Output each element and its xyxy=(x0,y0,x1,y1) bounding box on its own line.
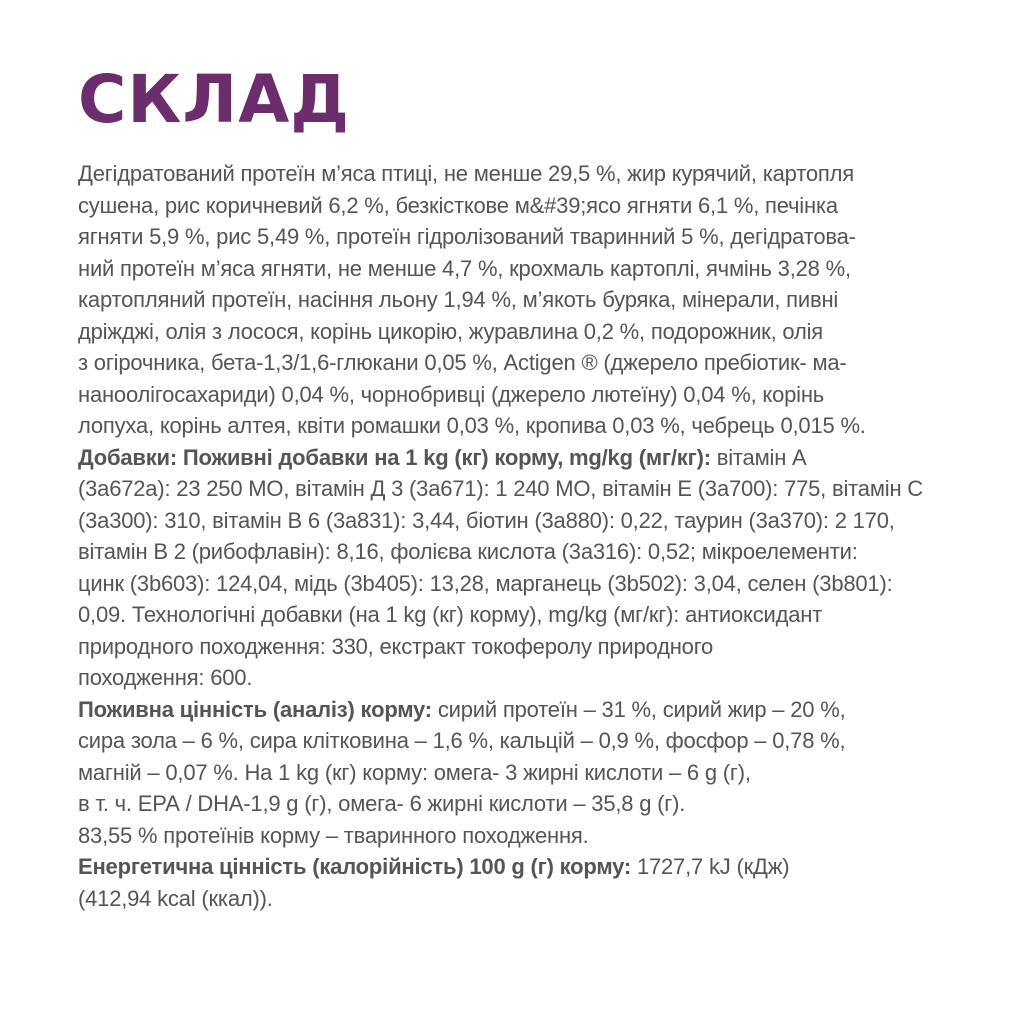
energy-label: Енергетична цінність (калорійність) 100 g (г) корму: xyxy=(78,854,632,879)
nutrition-label: Поживна цінність (аналіз) корму: xyxy=(78,696,432,722)
composition-line: дріжджі, олія з лосося, корінь цикорію, журавлина 0,2 %, подорожник, олія xyxy=(78,318,824,344)
composition-text xyxy=(78,158,958,914)
composition-line: Дегідратований протеїн м’яса птиці, не менше 29,5 %, жир курячий, картопля xyxy=(78,161,854,186)
additives-first-line xyxy=(78,442,958,474)
additives-label: Добавки: Поживні добавки на 1 kg (кг) корму, mg/kg (мг/кг): xyxy=(78,444,711,470)
page-title: СКЛАД xyxy=(78,61,351,138)
nutrition-line: сира зола – 6 %, сира клітковина – 1,6 %, кальцій – 0,9 %, фосфор – 0,78 %, xyxy=(78,728,846,753)
additives-line: вітамін В 2 (рибофлавін): 8,16, фолієва кислота (3а316): 0,52; мікроелементи: xyxy=(78,539,858,564)
composition-line: сушена, рис коричневий 6,2 %, безкісткове м&#39;ясо ягняти 6,1 %, печінка xyxy=(78,192,838,218)
energy-line: (412,94 kcal (ккал)). xyxy=(78,885,273,911)
additives-first-text: вітамін А xyxy=(710,444,807,470)
nutrition-first-text: сирий протеїн – 31 %, сирий жир – 20 %, xyxy=(431,696,846,722)
energy-first-line xyxy=(78,851,958,883)
composition-line: картопляний протеїн, насіння льону 1,94 %, м’якоть буряка, мінерали, пивні xyxy=(78,287,839,312)
energy-first-text: 1727,7 kJ (кДж) xyxy=(631,854,790,879)
additives-line: цинк (3b603): 124,04, мідь (3b405): 13,28, марганець (3b502): 3,04, селен (3b801): xyxy=(78,570,893,596)
nutrition-first-line xyxy=(78,694,958,726)
additives-line: походження: 600. xyxy=(78,665,253,690)
nutrition-line: магній – 0,07 %. На 1 kg (кг) корму: омега- 3 жирні кислоти – 6 g (г), xyxy=(78,759,751,785)
composition-line: ягняти 5,9 %, рис 5,49 %, протеїн гідролізований тваринний 5 %, дегідратова- xyxy=(78,224,856,249)
composition-line: лопуха, корінь алтея, квіти ромашки 0,03 %, кропива 0,03 %, чебрець 0,015 %. xyxy=(78,413,866,438)
composition-line: ний протеїн м’яса ягняти, не менше 4,7 %, крохмаль картоплі, ячмінь 3,28 %, xyxy=(78,255,851,281)
additives-line: (3а672а): 23 250 МО, вітамін Д 3 (3а671): 1 240 МО, вітамін Е (3а700): 775, вітамін С xyxy=(78,476,923,501)
nutrition-line: 83,55 % протеїнів корму – тваринного походження. xyxy=(78,822,589,848)
additives-line: природного походження: 330, екстракт токоферолу природного xyxy=(78,633,714,659)
additives-line: (3а300): 310, вітамін В 6 (3а831): 3,44, біотин (3а880): 0,22, таурин (3а370): 2 170, xyxy=(78,507,895,533)
nutrition-line: в т. ч. ЕРА / DHA-1,9 g (г), омега- 6 жирні кислоти – 35,8 g (г). xyxy=(78,791,686,816)
composition-line: наноолігосахариди) 0,04 %, чорнобривці (джерело лютеїну) 0,04 %, корінь xyxy=(78,381,825,407)
composition-line: з огірочника, бета-1,3/1,6-глюкани 0,05 %, Actigen ® (джерело пребіотик- ма- xyxy=(78,350,847,375)
additives-line: 0,09. Технологічні добавки (на 1 kg (кг) корму), mg/kg (мг/кг): антиоксидант xyxy=(78,602,823,627)
